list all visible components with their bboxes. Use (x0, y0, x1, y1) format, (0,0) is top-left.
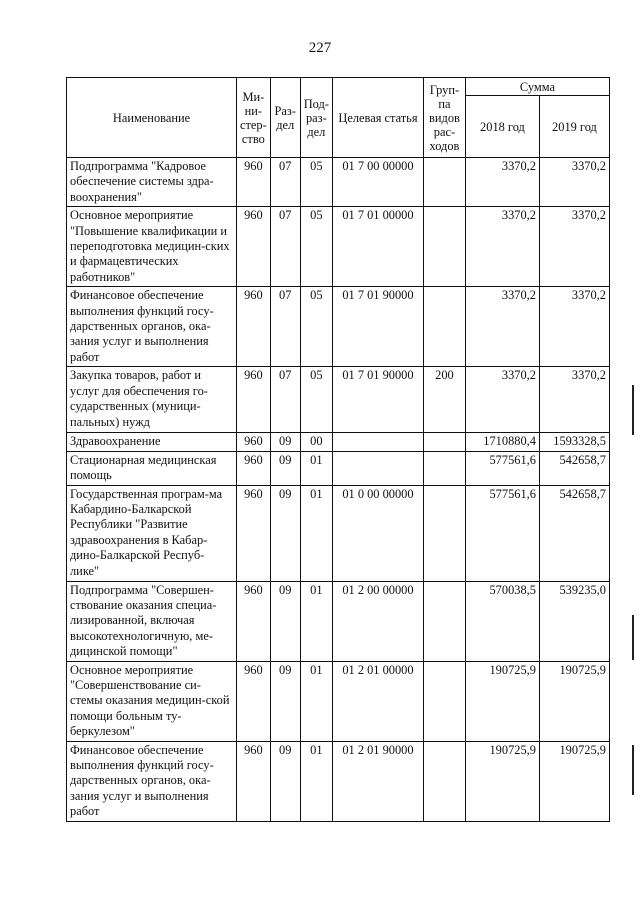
cell-section: 09 (270, 741, 300, 821)
cell-expense-group (423, 158, 465, 207)
cell-2019: 190725,9 (539, 661, 609, 741)
cell-subsection: 01 (300, 451, 332, 485)
cell-2018: 577561,6 (465, 451, 539, 485)
cell-target (332, 451, 423, 485)
cell-expense-group: 200 (423, 367, 465, 433)
page-number: 227 (308, 40, 332, 56)
cell-name: Основное мероприятие "Повышение квалификации и переподготовка медицин-ских и фармацевтических работников" (67, 207, 237, 287)
cell-expense-group (423, 485, 465, 581)
cell-subsection: 05 (300, 158, 332, 207)
cell-2018: 570038,5 (465, 581, 539, 661)
cell-2019: 539235,0 (539, 581, 609, 661)
cell-section: 07 (270, 207, 300, 287)
cell-2018: 577561,6 (465, 485, 539, 581)
cell-2019: 3370,2 (539, 207, 609, 287)
cell-2019: 542658,7 (539, 451, 609, 485)
header-row-top (67, 78, 610, 96)
cell-ministry: 960 (237, 433, 271, 451)
cell-2018: 190725,9 (465, 661, 539, 741)
cell-expense-group (423, 581, 465, 661)
cell-subsection: 05 (300, 207, 332, 287)
cell-name: Основное мероприятие "Совершенствование си-стемы оказания медицин-ской помощи больным ту-беркулезом" (67, 661, 237, 741)
header-sum: Сумма (465, 78, 609, 96)
cell-section: 07 (270, 158, 300, 207)
cell-2019: 3370,2 (539, 158, 609, 207)
cell-2019: 3370,2 (539, 367, 609, 433)
header-section: Раз-дел (270, 78, 300, 158)
cell-expense-group (423, 741, 465, 821)
cell-2018: 3370,2 (465, 158, 539, 207)
table-row (67, 581, 610, 661)
cell-ministry: 960 (237, 287, 271, 367)
cell-name: Подпрограмма "Кадровое обеспечение системы здра-воохранения" (67, 158, 237, 207)
cell-target: 01 2 01 00000 (332, 661, 423, 741)
cell-expense-group (423, 433, 465, 451)
cell-2019: 1593328,5 (539, 433, 609, 451)
cell-subsection: 05 (300, 367, 332, 433)
cell-expense-group (423, 287, 465, 367)
header-subsection: Под-раз-дел (300, 78, 332, 158)
cell-ministry: 960 (237, 451, 271, 485)
table-row (67, 661, 610, 741)
cell-target: 01 2 00 00000 (332, 581, 423, 661)
cell-name: Подпрограмма "Совершен-ствование оказания специа-лизированной, включая высокотехнологичную, ме-дицинской помощи" (67, 581, 237, 661)
cell-ministry: 960 (237, 367, 271, 433)
cell-2018: 3370,2 (465, 367, 539, 433)
cell-target: 01 7 01 90000 (332, 367, 423, 433)
table-row (67, 485, 610, 581)
cell-section: 09 (270, 661, 300, 741)
cell-section: 07 (270, 367, 300, 433)
table-body (67, 158, 610, 822)
header-2019: 2019 год (539, 96, 609, 158)
table-row (67, 207, 610, 287)
table-row (67, 433, 610, 451)
budget-table (66, 77, 610, 822)
cell-2019: 3370,2 (539, 287, 609, 367)
table-row (67, 287, 610, 367)
cell-section: 09 (270, 433, 300, 451)
cell-2018: 190725,9 (465, 741, 539, 821)
cell-2018: 3370,2 (465, 287, 539, 367)
cell-ministry: 960 (237, 741, 271, 821)
cell-target: 01 7 00 00000 (332, 158, 423, 207)
cell-expense-group (423, 451, 465, 485)
cell-expense-group (423, 207, 465, 287)
cell-name: Здравоохранение (67, 433, 237, 451)
cell-ministry: 960 (237, 207, 271, 287)
cell-subsection: 01 (300, 661, 332, 741)
cell-2018: 3370,2 (465, 207, 539, 287)
cell-ministry: 960 (237, 581, 271, 661)
cell-target: 01 7 01 90000 (332, 287, 423, 367)
table-row (67, 741, 610, 821)
cell-2019: 542658,7 (539, 485, 609, 581)
header-name: Наименование (67, 78, 237, 158)
cell-name: Финансовое обеспечение выполнения функций госу-дарственных органов, ока-зания услуг и выполнения работ (67, 287, 237, 367)
scan-edge-mark (632, 745, 634, 795)
scan-edge-mark (632, 615, 634, 660)
cell-subsection: 00 (300, 433, 332, 451)
cell-name: Закупка товаров, работ и услуг для обеспечения го-сударственных (муници-пальных) нужд (67, 367, 237, 433)
cell-section: 09 (270, 581, 300, 661)
cell-target: 01 7 01 00000 (332, 207, 423, 287)
cell-2019: 190725,9 (539, 741, 609, 821)
cell-subsection: 01 (300, 741, 332, 821)
table-row (67, 451, 610, 485)
cell-ministry: 960 (237, 158, 271, 207)
cell-target (332, 433, 423, 451)
cell-section: 09 (270, 451, 300, 485)
table-row (67, 367, 610, 433)
cell-subsection: 01 (300, 581, 332, 661)
cell-name: Финансовое обеспечение выполнения функций госу-дарственных органов, ока-зания услуг и выполнения работ (67, 741, 237, 821)
cell-2018: 1710880,4 (465, 433, 539, 451)
cell-expense-group (423, 661, 465, 741)
cell-name: Стационарная медицинская помощь (67, 451, 237, 485)
cell-target: 01 2 01 90000 (332, 741, 423, 821)
header-expense-group: Груп-па видов рас-ходов (423, 78, 465, 158)
table-row (67, 158, 610, 207)
cell-ministry: 960 (237, 485, 271, 581)
header-2018: 2018 год (465, 96, 539, 158)
cell-section: 07 (270, 287, 300, 367)
cell-target: 01 0 00 00000 (332, 485, 423, 581)
cell-subsection: 05 (300, 287, 332, 367)
cell-ministry: 960 (237, 661, 271, 741)
header-ministry: Ми-ни-стер-ство (237, 78, 271, 158)
header-target: Целевая статья (332, 78, 423, 158)
cell-subsection: 01 (300, 485, 332, 581)
scan-edge-mark (632, 385, 634, 435)
cell-name: Государственная програм-ма Кабардино-Балкарской Республики "Развитие здравоохранения в Кабар-дино-Балкарской Респуб-лике" (67, 485, 237, 581)
cell-section: 09 (270, 485, 300, 581)
